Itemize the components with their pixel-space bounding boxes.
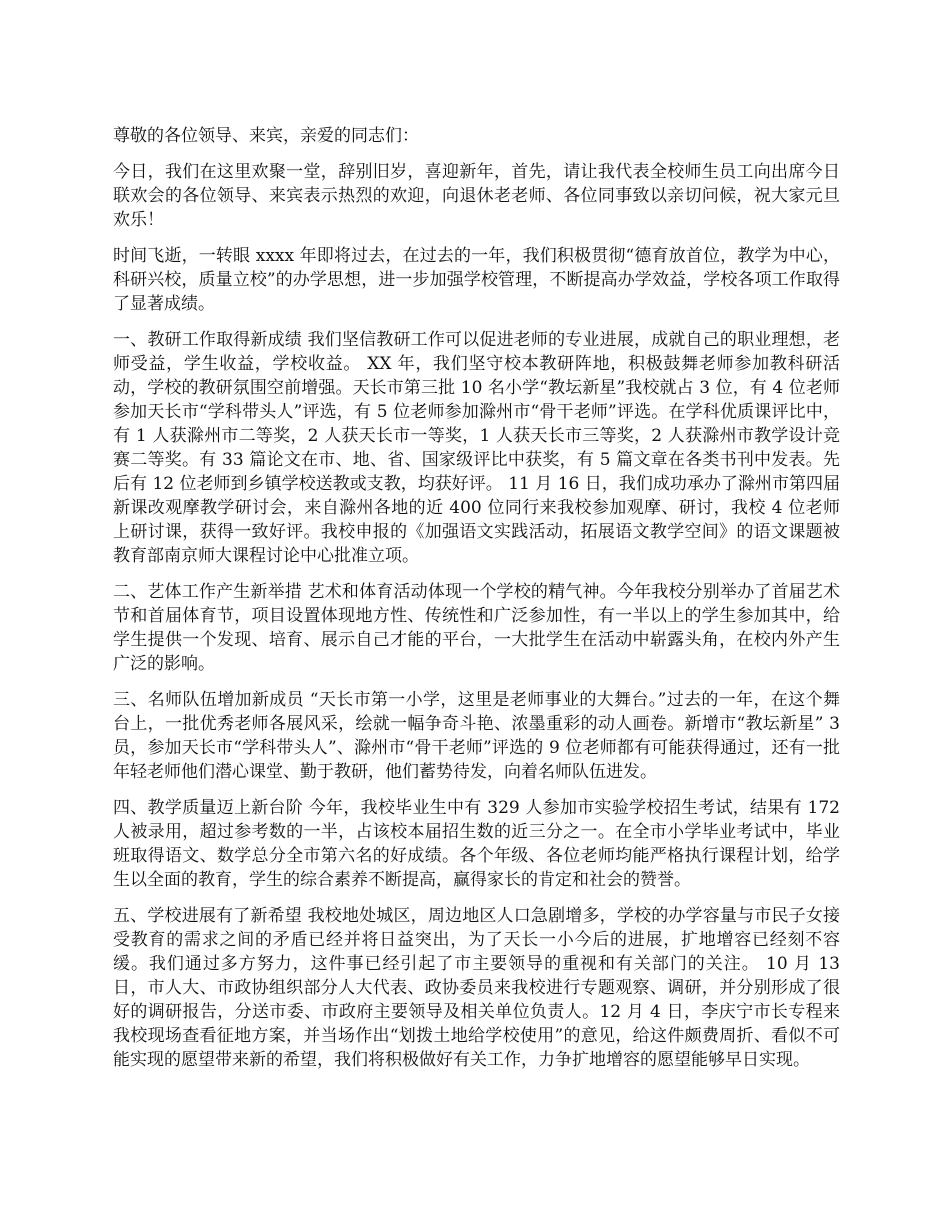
salutation-paragraph: 尊敬的各位领导、来宾，亲爱的同志们： [113, 126, 419, 146]
school-development-paragraph: 五、学校进展有了新希望 我校地处城区，周边地区人口急剧增多，学校的办学容量与市民子女接受教育的需求之间的矛盾已经并将日益突出，为了天长一小今后的进展，扩地增容已经刻不容缓。我们通过多方努力，这件事已经引起了市主要领导的重视和有关部门的关注。 10 月 13 日，市人大、市政协组织部分人大代表、政协委员来我校进行专题观察、调研，并分别形成了很好的调研报告，分送市委、市政府主要领导及相关单位负责人。12 月 4 日，李庆宁市长专程来我校现场查看征地方案，并当场作出“划拨土地给学校使用”的意见，给这件颇费周折、看似不可能实现的愿望带来新的希望，我们将积极做好有关工作，力争扩地增容的愿望能够早日实现。 [113, 906, 840, 1070]
document-body [113, 124, 840, 1084]
summary-paragraph: 时间飞逝，一转眼 xxxx 年即将过去，在过去的一年，我们积极贯彻“德育放首位，教学为中心，科研兴校，质量立校”的办学思想，进一步加强学校管理，不断提高办学效益，学校各项工作取得了显著成绩。 [113, 246, 840, 314]
arts-sports-paragraph: 二、艺体工作产生新举措 艺术和体育活动体现一个学校的精气神。今年我校分别举办了首届艺术节和首届体育节，项目设置体现地方性、传统性和广泛参加性，有一半以上的学生参加其中，给学生提供一个发现、培育、展示自己才能的平台，一大批学生在活动中崭露头角，在校内外产生广泛的影响。 [113, 582, 840, 674]
greeting-paragraph: 今日，我们在这里欢聚一堂，辞别旧岁，喜迎新年，首先，请让我代表全校师生员工向出席今日联欢会的各位领导、来宾表示热烈的欢迎，向退休老老师、各位同事致以亲切问候，祝大家元旦欢乐！ [113, 162, 840, 230]
famous-teachers-paragraph: 三、名师队伍增加新成员 “天长市第一小学，这里是老师事业的大舞台。”过去的一年，在这个舞台上，一批优秀老师各展风采，绘就一幅争奇斗艳、浓墨重彩的动人画卷。新增市“教坛新星” 3 员，参加天长市“学科带头人”、滁州市“骨干老师”评选的 9 位老师都有可能获得通过，还有一批年轻老师他们潜心课堂、勤于教研，他们蓄势待发，向着名师队伍进发。 [113, 690, 840, 782]
teaching-quality-paragraph: 四、教学质量迈上新台阶 今年，我校毕业生中有 329 人参加市实验学校招生考试，结果有 172 人被录用，超过参考数的一半，占该校本届招生数的近三分之一。在全市小学毕业考试中，毕业班取得语文、数学总分全市第六名的好成绩。各个年级、各位老师均能严格执行课程计划，给学生以全面的教育，学生的综合素养不断提高，赢得家长的肯定和社会的赞誉。 [113, 798, 840, 890]
teaching-research-paragraph: 一、教研工作取得新成绩 我们坚信教研工作可以促进老师的专业进展，成就自己的职业理想，老师受益，学生收益，学校收益。 XX 年，我们坚守校本教研阵地，积极鼓舞老师参加教科研活动，学校的教研氛围空前增强。天长市第三批 10 名小学“教坛新星”我校就占 3 位，有 4 位老师参加天长市“学科带头人”评选，有 5 位老师参加滁州市“骨干老师”评选。在学科优质课评比中，有 1 人获滁州市二等奖，2 人获天长市一等奖，1 人获天长市三等奖，2 人获滁州市教学设计竞赛二等奖。有 33 篇论文在市、地、省、国家级评比中获奖，有 5 篇文章在各类书刊中发表。先后有 12 位老师到乡镇学校送教或支教，均获好评。 11 月 16 日，我们成功承办了滁州市第四届新课改观摩教学研讨会，来自滁州各地的近 400 位同行来我校参加观摩、研讨，我校 4 位老师上研讨课，获得一致好评。我校申报的《加强语文实践活动，拓展语文教学空间》的语文课题被教育部南京师大课程讨论中心批准立项。 [113, 330, 840, 566]
